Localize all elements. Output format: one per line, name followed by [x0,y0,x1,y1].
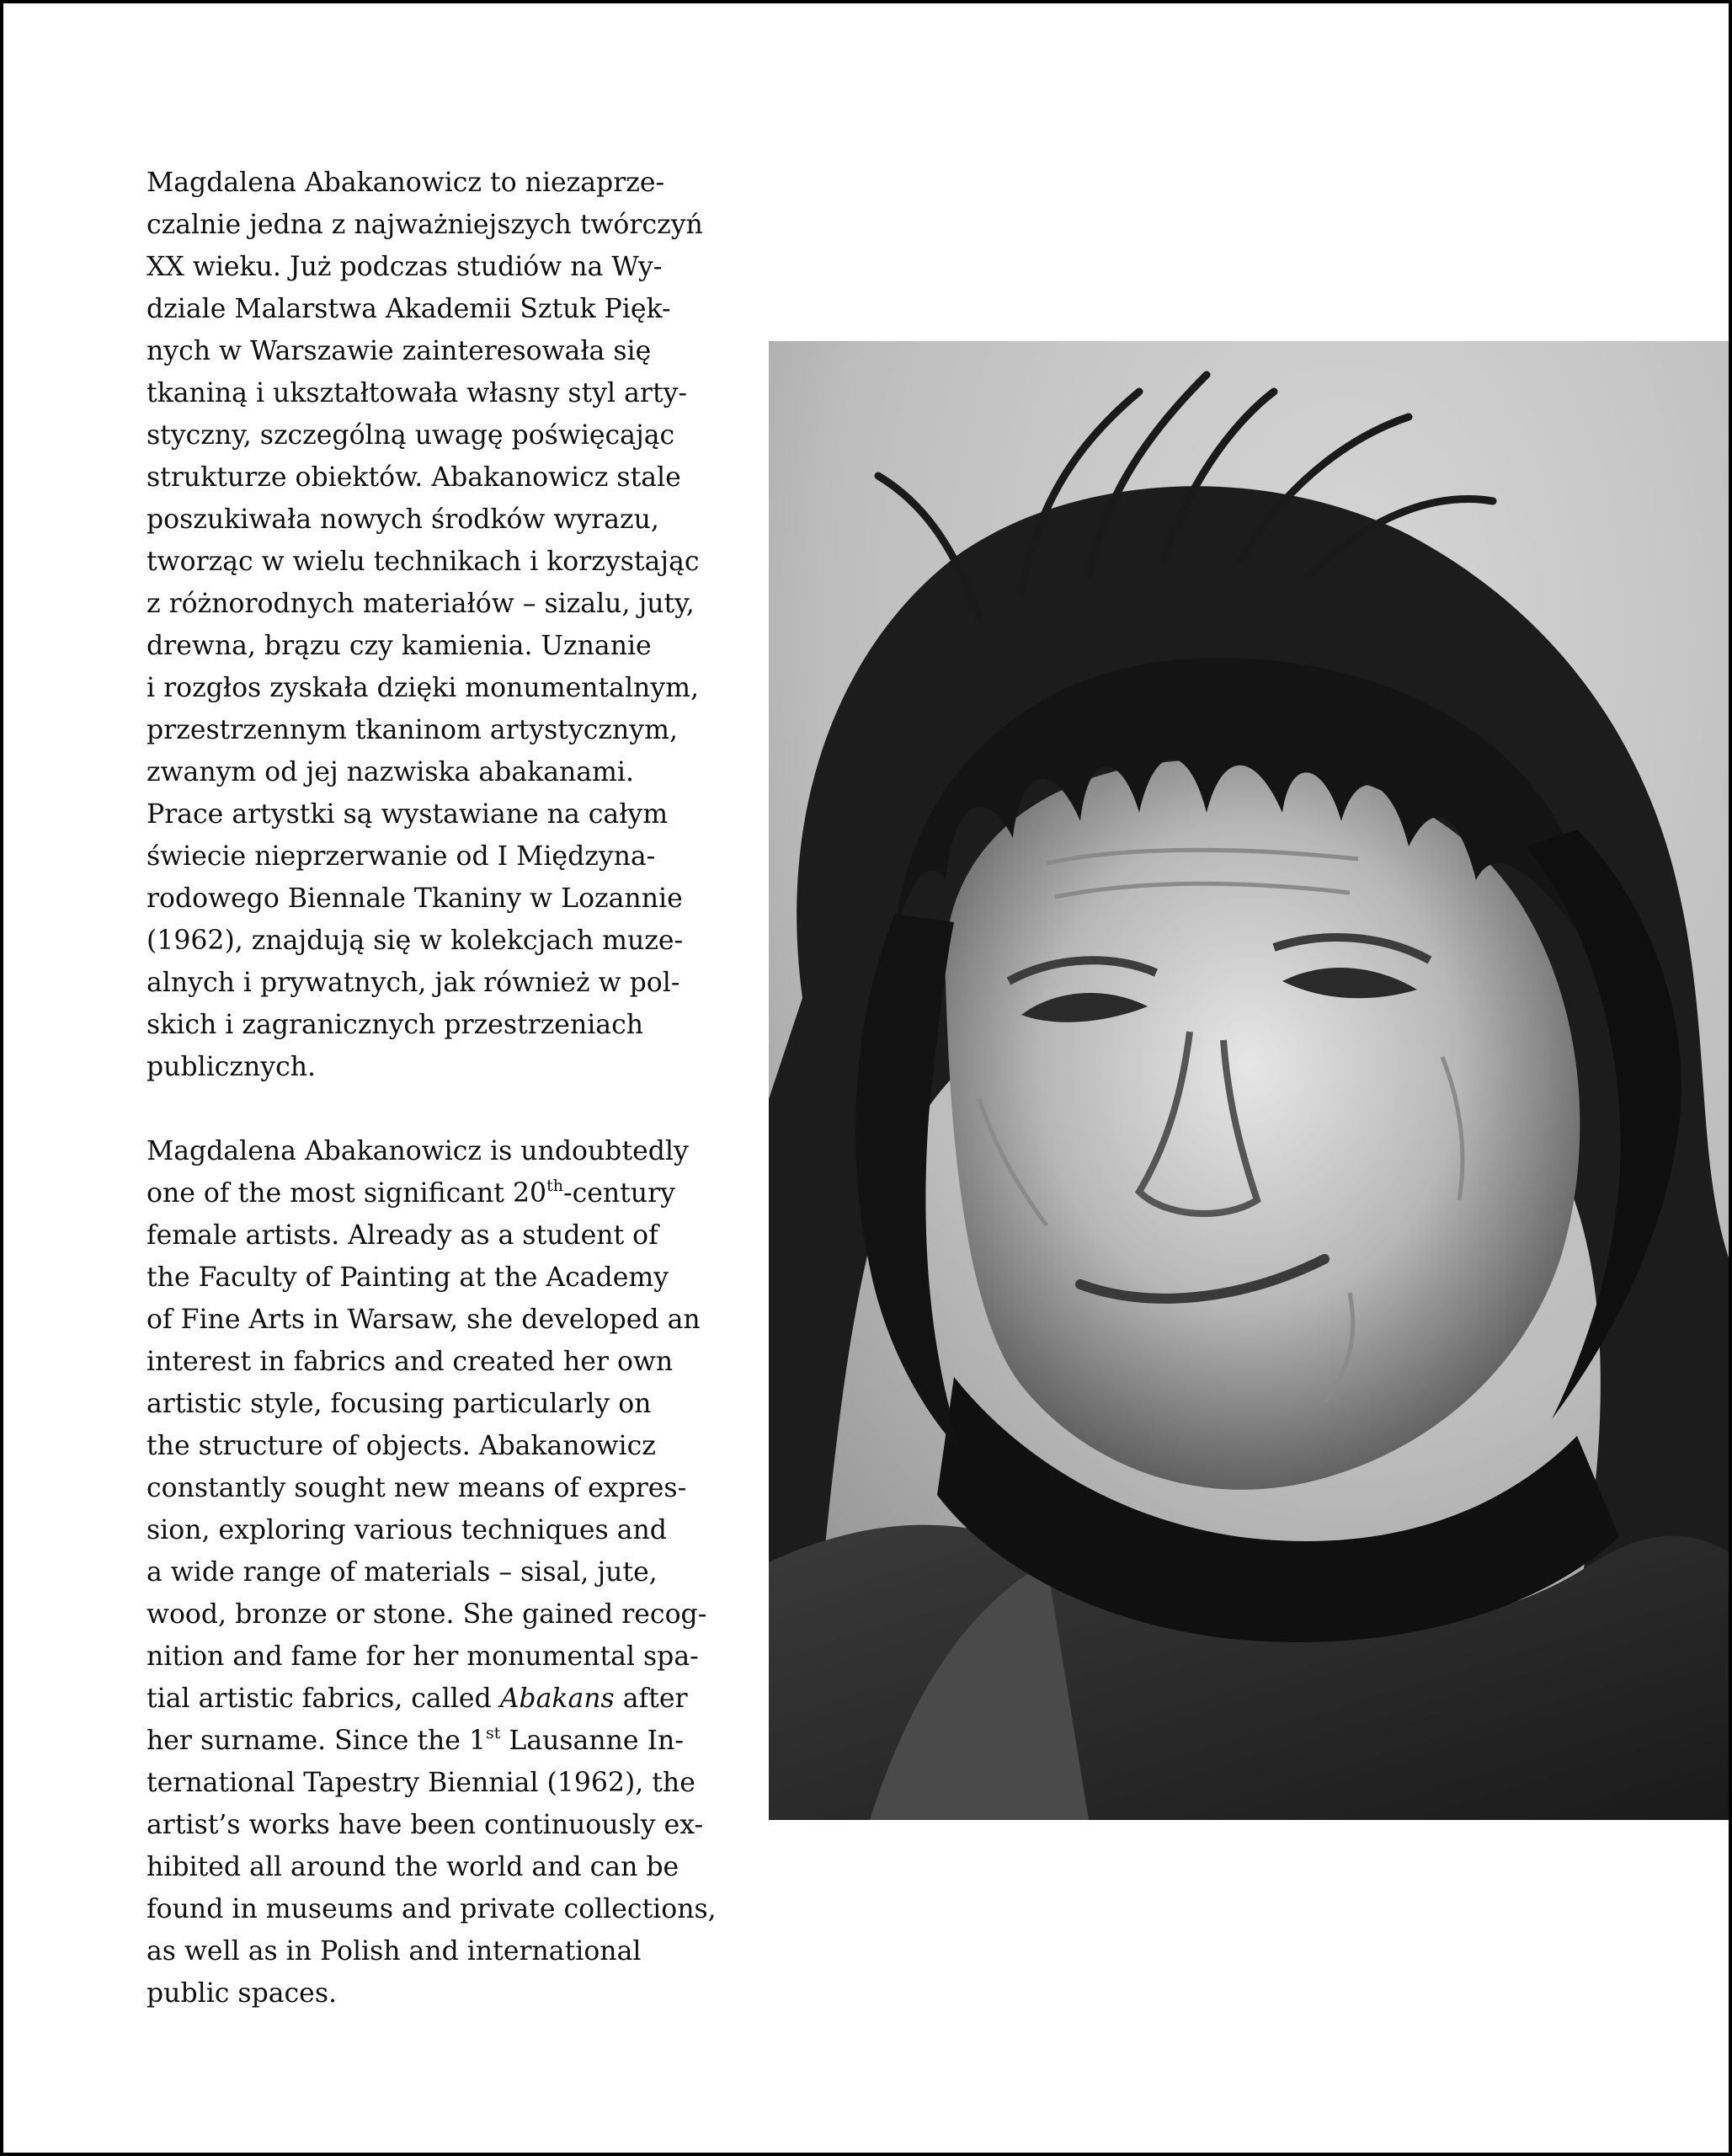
text-line: found in museums and private collections, [147,1894,717,1924]
text-line: tkaniną i ukształtowała własny styl arty- [147,378,688,408]
text-line: drewna, brązu czy kamienia. Uznanie [147,631,652,661]
text-line: the structure of objects. Abakanowicz [147,1431,656,1461]
text-line: skich i zagranicznych przestrzeniach [147,1010,644,1040]
text-line: hibited all around the world and can be [147,1852,679,1882]
text-line: of Fine Arts in Warsaw, she developed an [147,1305,701,1335]
italic-term: Abakans [499,1684,615,1714]
text-line: Magdalena Abakanowicz to niezaprze- [147,168,665,198]
text-line: świecie nieprzerwanie od I Międzyna- [147,841,656,872]
text-line: ternational Tapestry Biennial (1962), the [147,1768,695,1798]
text-segment: after [614,1684,688,1714]
text-line: alnych i prywatnych, jak również w pol- [147,968,680,998]
face-shape [945,759,1580,1490]
text-line: publicznych. [147,1052,317,1082]
text-line [147,1678,753,1720]
text-line: styczny, szczególną uwagę poświęcając [147,420,675,451]
text-segment: her surname. Since the 1 [147,1726,486,1756]
text-line: wood, bronze or stone. She gained recog- [147,1599,707,1630]
english-paragraph [147,1130,753,2015]
portrait-illustration [769,341,1732,1820]
text-segment: tial artistic fabrics, called [147,1684,500,1714]
text-line: artist’s works have been continuously ex- [147,1810,704,1840]
text-line: sion, exploring various techniques and [147,1515,667,1545]
text-line: z różnorodnych materiałów – sizalu, juty, [147,589,695,619]
text-line: rodowego Biennale Tkaniny w Lozannie [147,883,683,914]
text-segment: Lausanne In- [500,1726,684,1756]
text-line: Prace artystki są wystawiane na całym [147,799,669,830]
text-line: poszukiwała nowych środków wyrazu, [147,504,659,535]
text-line: przestrzennym tkaninom artystycznym, [147,715,678,745]
text-line: dziale Malarstwa Akademii Sztuk Pięk- [147,294,671,324]
text-line: constantly sought new means of expres- [147,1473,687,1503]
superscript: th [546,1177,563,1195]
text-line: i rozgłos zyskała dzięki monumentalnym, [147,673,699,703]
text-line: interest in fabrics and created her own [147,1347,674,1377]
text-line: tworząc w wielu technikach i korzystając [147,547,700,577]
text-line [147,1172,753,1214]
polish-paragraph [147,162,753,1088]
text-line: (1962), znajdują się w kolekcjach muze- [147,926,684,956]
text-line: artistic style, focusing particularly on [147,1389,652,1419]
text-line: nition and fame for her monumental spa- [147,1641,699,1672]
text-line: nych w Warszawie zainteresowała się [147,336,652,366]
text-line: public spaces. [147,1978,337,2009]
text-line: Magdalena Abakanowicz is undoubtedly [147,1136,689,1166]
text-line [147,1720,753,1762]
text-line: zwanym od jej nazwiska abakanami. [147,757,634,787]
text-line: the Faculty of Painting at the Academy [147,1262,669,1293]
text-line: czalnie jedna z najważniejszych twórczyń [147,210,703,240]
text-line: a wide range of materials – sisal, jute, [147,1557,658,1588]
text-line: XX wieku. Już podczas studiów na Wy- [147,252,663,282]
portrait-photo [769,341,1732,1820]
paragraph-gap [147,1088,753,1130]
text-line: as well as in Polish and international [147,1936,642,1967]
text-column [147,162,753,2015]
superscript: st [486,1724,501,1742]
text-segment: -century [562,1178,675,1209]
text-line: female artists. Already as a student of [147,1220,658,1251]
text-line: strukturze obiektów. Abakanowicz stale [147,462,681,493]
text-segment: one of the most significant 20 [147,1178,547,1209]
